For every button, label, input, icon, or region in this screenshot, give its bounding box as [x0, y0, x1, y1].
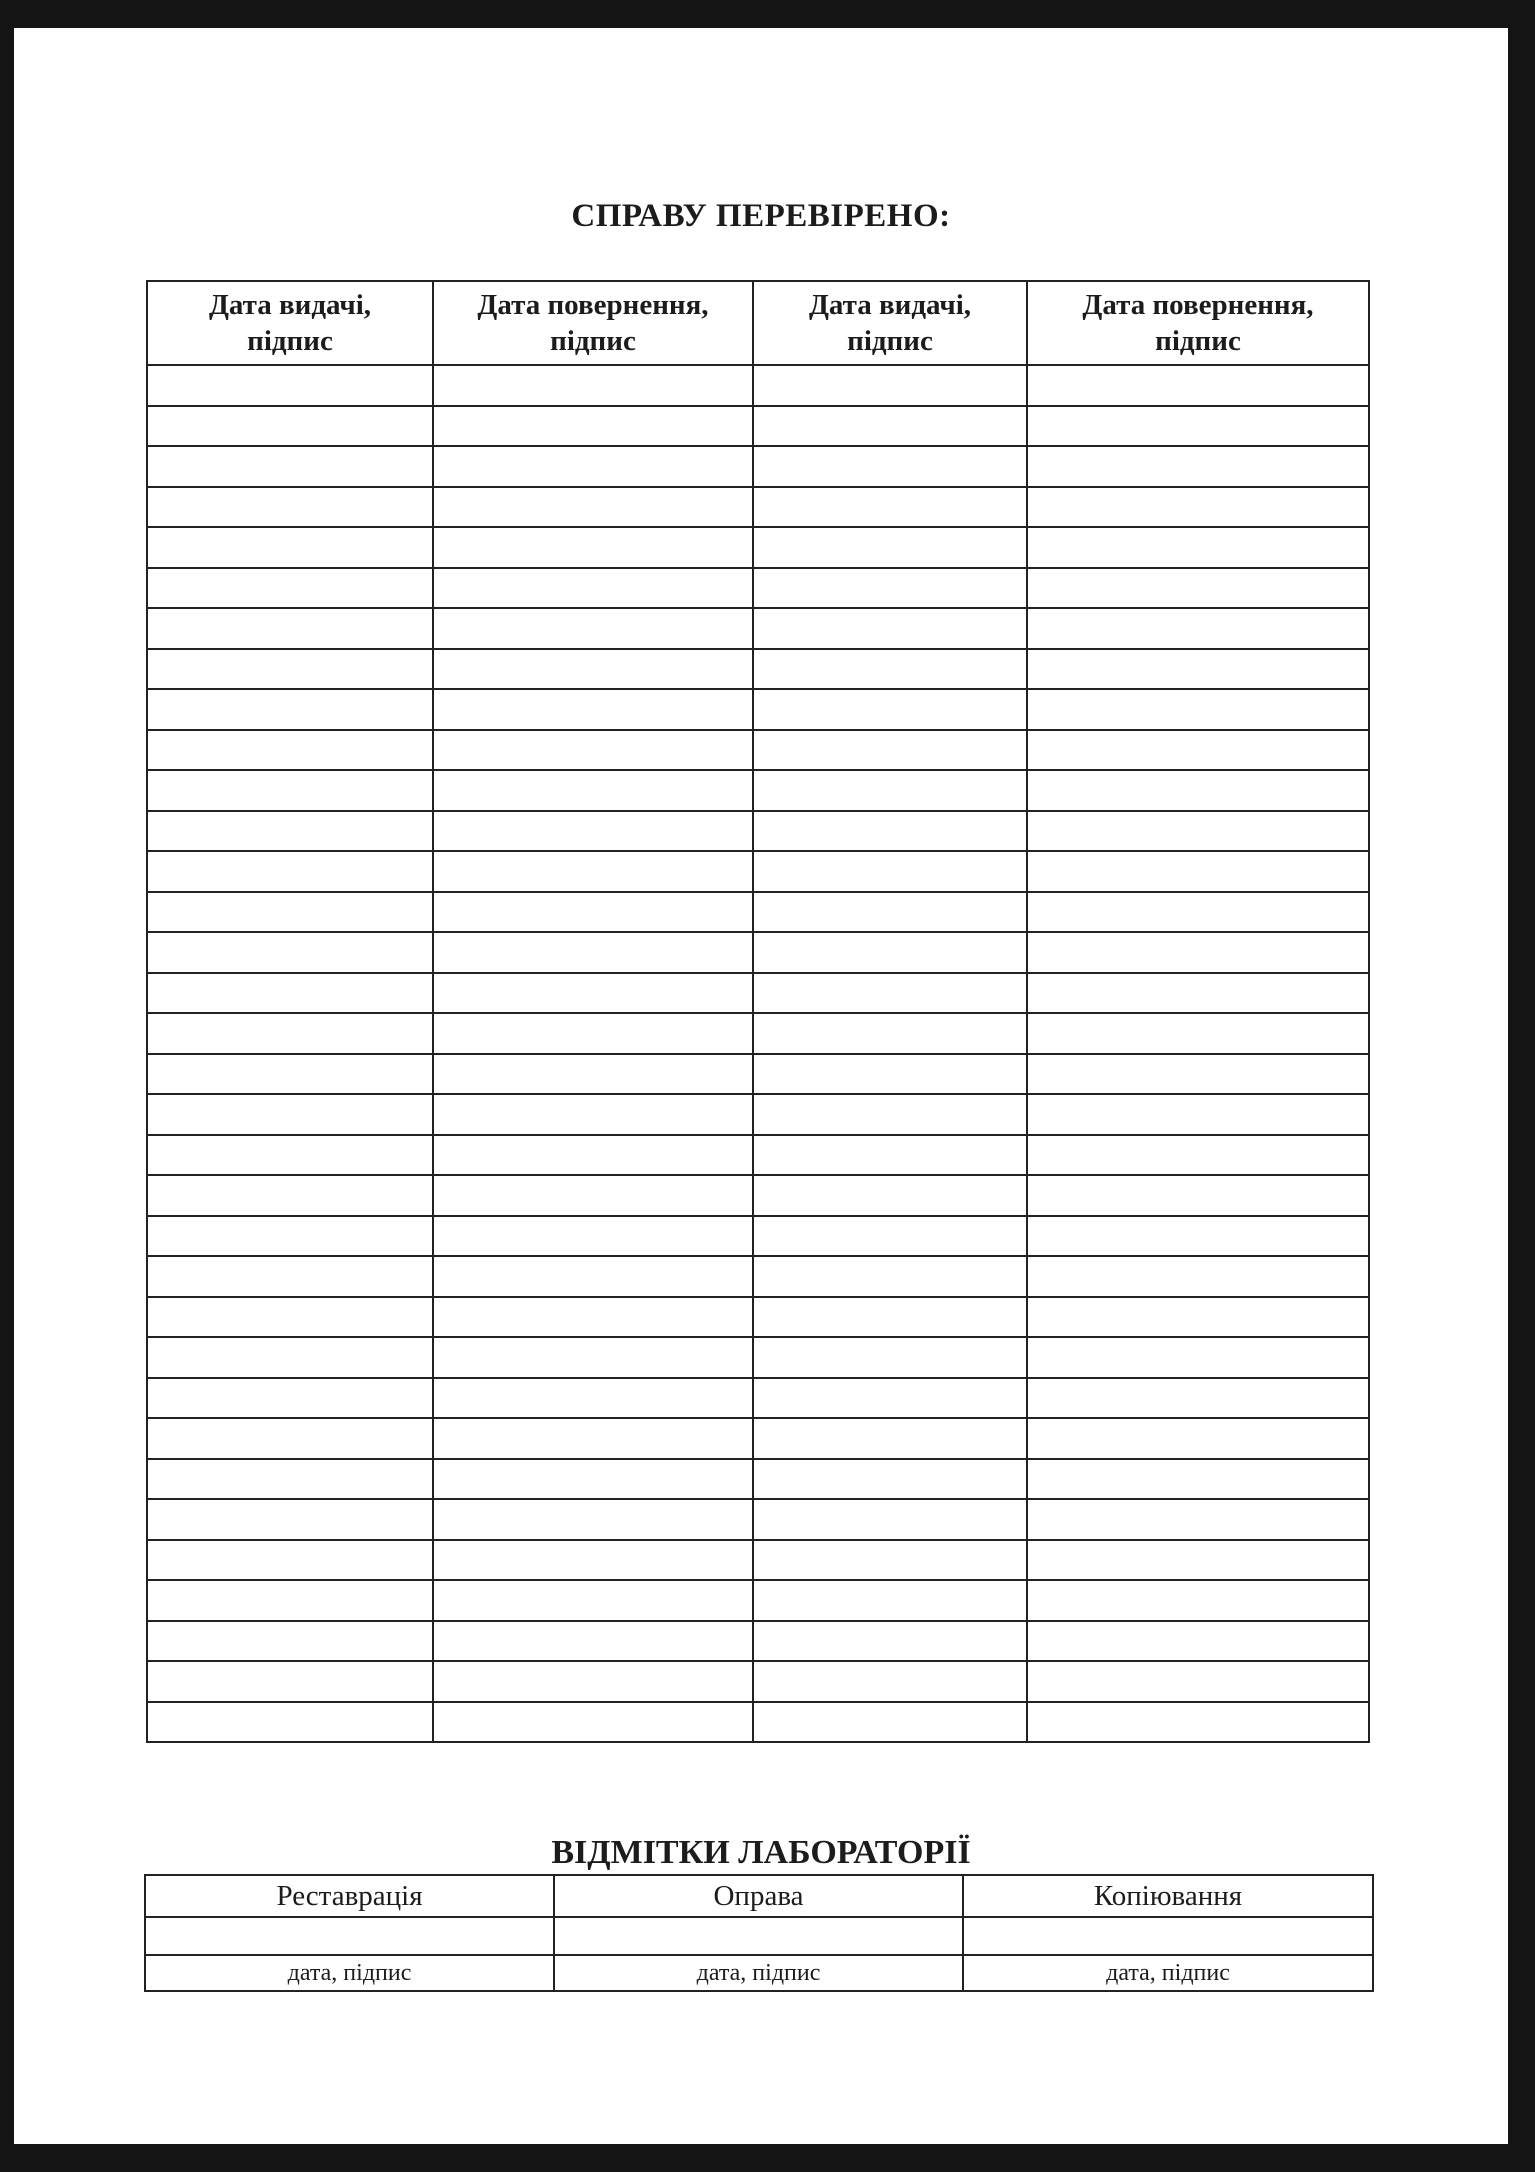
check-log-cell: [753, 1661, 1027, 1702]
check-log-row: [147, 1135, 1369, 1176]
check-log-cell: [147, 487, 433, 528]
check-log-cell: [147, 1054, 433, 1095]
check-log-cell: [753, 568, 1027, 609]
check-log-cell: [753, 1094, 1027, 1135]
check-log-table: [146, 280, 1370, 1743]
check-log-cell: [1027, 406, 1369, 447]
check-log-cell: [1027, 649, 1369, 690]
check-log-cell: [147, 1702, 433, 1743]
check-log-cell: [753, 1013, 1027, 1054]
check-log-row: [147, 1499, 1369, 1540]
check-log-cell: [1027, 1094, 1369, 1135]
check-log-cell: [433, 1297, 753, 1338]
check-log-cell: [433, 730, 753, 771]
check-log-cell: [1027, 851, 1369, 892]
check-log-cell: [1027, 568, 1369, 609]
check-log-cell: [147, 1540, 433, 1581]
check-log-row: [147, 1297, 1369, 1338]
check-log-cell: [753, 1216, 1027, 1257]
check-log-cell: [1027, 1378, 1369, 1419]
check-log-cell: [1027, 446, 1369, 487]
check-log-cell: [1027, 1661, 1369, 1702]
check-log-cell: [1027, 811, 1369, 852]
check-log-cell: [147, 1621, 433, 1662]
check-log-cell: [1027, 1054, 1369, 1095]
check-log-cell: [753, 1054, 1027, 1095]
lab-cell: [963, 1917, 1373, 1955]
check-log-cell: [1027, 527, 1369, 568]
lab-header-copying: Копіювання: [963, 1875, 1373, 1917]
check-log-cell: [1027, 1135, 1369, 1176]
check-log-cell: [753, 1540, 1027, 1581]
check-log-cell: [753, 446, 1027, 487]
check-log-cell: [433, 1256, 753, 1297]
check-log-cell: [433, 365, 753, 406]
check-log-row: [147, 608, 1369, 649]
header-return-date-1: Дата повернення, підпис: [433, 281, 753, 365]
check-log-row: [147, 1378, 1369, 1419]
header-issue-date-2: Дата видачі, підпис: [753, 281, 1027, 365]
check-log-row: [147, 568, 1369, 609]
check-log-row: [147, 446, 1369, 487]
check-log-cell: [433, 1621, 753, 1662]
lab-header-row: [145, 1875, 1373, 1917]
check-log-cell: [433, 446, 753, 487]
check-log-cell: [1027, 608, 1369, 649]
check-log-cell: [1027, 1540, 1369, 1581]
check-log-cell: [147, 1135, 433, 1176]
check-log-cell: [433, 892, 753, 933]
check-log-row: [147, 1256, 1369, 1297]
lab-section-title: ВІДМІТКИ ЛАБОРАТОРІЇ: [551, 1834, 971, 1871]
check-log-row: [147, 851, 1369, 892]
check-log-row: [147, 1661, 1369, 1702]
check-log-cell: [1027, 1499, 1369, 1540]
lab-header-binding: Оправа: [554, 1875, 963, 1917]
check-log-cell: [753, 1175, 1027, 1216]
check-log-cell: [433, 1337, 753, 1378]
check-log-cell: [1027, 1580, 1369, 1621]
check-log-cell: [1027, 730, 1369, 771]
check-log-row: [147, 527, 1369, 568]
check-log-cell: [147, 1094, 433, 1135]
check-log-cell: [433, 1540, 753, 1581]
check-log-cell: [1027, 770, 1369, 811]
check-log-cell: [433, 973, 753, 1014]
check-log-cell: [433, 851, 753, 892]
check-log-cell: [147, 689, 433, 730]
scan-border-top: [0, 0, 1535, 28]
check-log-cell: [753, 365, 1027, 406]
check-log-cell: [147, 1580, 433, 1621]
header-return-date-2: Дата повернення, підпис: [1027, 281, 1369, 365]
lab-blank-row: [145, 1917, 1373, 1955]
check-log-cell: [753, 932, 1027, 973]
check-log-cell: [147, 730, 433, 771]
check-log-cell: [147, 811, 433, 852]
check-log-row: [147, 1216, 1369, 1257]
check-log-cell: [753, 608, 1027, 649]
check-log-cell: [1027, 1175, 1369, 1216]
check-log-row: [147, 1418, 1369, 1459]
check-log-row: [147, 649, 1369, 690]
check-log-cell: [147, 1337, 433, 1378]
check-log-row: [147, 770, 1369, 811]
check-log-row: [147, 1094, 1369, 1135]
check-log-cell: [433, 1661, 753, 1702]
check-log-cell: [433, 1135, 753, 1176]
check-log-cell: [147, 1216, 433, 1257]
check-log-cell: [433, 1175, 753, 1216]
check-log-cell: [433, 1702, 753, 1743]
check-log-cell: [1027, 365, 1369, 406]
check-log-cell: [1027, 689, 1369, 730]
page-title: СПРАВУ ПЕРЕВІРЕНО:: [571, 198, 951, 234]
check-log-cell: [1027, 1216, 1369, 1257]
check-log-row: [147, 689, 1369, 730]
check-log-cell: [753, 527, 1027, 568]
check-log-cell: [753, 851, 1027, 892]
check-log-cell: [433, 1094, 753, 1135]
check-log-cell: [147, 446, 433, 487]
check-log-cell: [753, 487, 1027, 528]
check-log-cell: [433, 1418, 753, 1459]
lab-footer-binding: дата, підпис: [554, 1955, 963, 1991]
check-log-row: [147, 1702, 1369, 1743]
check-log-row: [147, 1540, 1369, 1581]
check-log-cell: [1027, 932, 1369, 973]
check-log-cell: [1027, 892, 1369, 933]
check-log-cell: [147, 527, 433, 568]
check-log-row: [147, 932, 1369, 973]
check-log-cell: [1027, 1459, 1369, 1500]
check-log-cell: [147, 1256, 433, 1297]
check-log-cell: [147, 1661, 433, 1702]
check-log-cell: [433, 1580, 753, 1621]
check-log-cell: [753, 406, 1027, 447]
check-log-cell: [147, 406, 433, 447]
check-log-cell: [753, 1135, 1027, 1176]
check-log-cell: [433, 689, 753, 730]
check-log-cell: [1027, 1337, 1369, 1378]
check-log-cell: [753, 730, 1027, 771]
check-log-cell: [1027, 1702, 1369, 1743]
check-log-row: [147, 1054, 1369, 1095]
check-log-cell: [147, 973, 433, 1014]
check-log-row: [147, 1013, 1369, 1054]
check-log-cell: [753, 1459, 1027, 1500]
check-log-cell: [433, 1054, 753, 1095]
check-log-row: [147, 811, 1369, 852]
check-log-cell: [433, 1459, 753, 1500]
check-log-cell: [147, 1499, 433, 1540]
check-log-cell: [753, 770, 1027, 811]
check-log-cell: [147, 1297, 433, 1338]
check-log-cell: [753, 1297, 1027, 1338]
check-log-row: [147, 1580, 1369, 1621]
check-log-cell: [753, 1337, 1027, 1378]
check-log-cell: [753, 649, 1027, 690]
check-log-row: [147, 365, 1369, 406]
check-log-cell: [753, 1418, 1027, 1459]
check-log-cell: [1027, 1297, 1369, 1338]
check-log-cell: [433, 1013, 753, 1054]
check-log-cell: [433, 770, 753, 811]
check-log-cell: [147, 568, 433, 609]
check-log-row: [147, 1621, 1369, 1662]
header-issue-date-1: Дата видачі, підпис: [147, 281, 433, 365]
check-log-cell: [433, 1499, 753, 1540]
check-log-row: [147, 730, 1369, 771]
check-log-cell: [147, 932, 433, 973]
check-log-row: [147, 973, 1369, 1014]
check-log-cell: [753, 1580, 1027, 1621]
check-log-cell: [147, 649, 433, 690]
check-log-cell: [433, 568, 753, 609]
check-log-cell: [1027, 1621, 1369, 1662]
check-log-row: [147, 1459, 1369, 1500]
check-log-header-row: [147, 281, 1369, 365]
check-log-cell: [147, 365, 433, 406]
lab-footer-copying: дата, підпис: [963, 1955, 1373, 1991]
check-log-cell: [433, 406, 753, 447]
check-log-cell: [147, 1418, 433, 1459]
lab-header-restoration: Реставрація: [145, 1875, 554, 1917]
check-log-row: [147, 1175, 1369, 1216]
check-log-cell: [753, 1621, 1027, 1662]
lab-cell: [554, 1917, 963, 1955]
check-log-cell: [433, 811, 753, 852]
check-log-cell: [753, 1256, 1027, 1297]
check-log-cell: [147, 608, 433, 649]
lab-marks-table: [144, 1874, 1374, 1992]
check-log-cell: [433, 1378, 753, 1419]
check-log-cell: [433, 649, 753, 690]
check-log-cell: [1027, 973, 1369, 1014]
check-log-cell: [753, 1702, 1027, 1743]
check-log-cell: [147, 1175, 433, 1216]
check-log-cell: [753, 892, 1027, 933]
check-log-cell: [1027, 1256, 1369, 1297]
check-log-cell: [147, 1013, 433, 1054]
check-log-row: [147, 1337, 1369, 1378]
check-log-cell: [433, 608, 753, 649]
check-log-cell: [433, 932, 753, 973]
check-log-cell: [147, 770, 433, 811]
check-log-row: [147, 892, 1369, 933]
check-log-body: [147, 365, 1369, 1742]
check-log-cell: [433, 527, 753, 568]
check-log-cell: [147, 851, 433, 892]
check-log-cell: [753, 973, 1027, 1014]
document-page: [14, 28, 1508, 2144]
check-log-cell: [1027, 487, 1369, 528]
check-log-cell: [1027, 1013, 1369, 1054]
lab-footer-restoration: дата, підпис: [145, 1955, 554, 1991]
check-log-row: [147, 406, 1369, 447]
check-log-cell: [433, 1216, 753, 1257]
lab-cell: [145, 1917, 554, 1955]
check-log-cell: [753, 1499, 1027, 1540]
check-log-cell: [753, 689, 1027, 730]
lab-footer-row: [145, 1955, 1373, 1991]
check-log-cell: [753, 1378, 1027, 1419]
check-log-cell: [147, 1459, 433, 1500]
check-log-row: [147, 487, 1369, 528]
check-log-cell: [1027, 1418, 1369, 1459]
check-log-cell: [147, 892, 433, 933]
check-log-cell: [147, 1378, 433, 1419]
check-log-cell: [753, 811, 1027, 852]
check-log-cell: [433, 487, 753, 528]
